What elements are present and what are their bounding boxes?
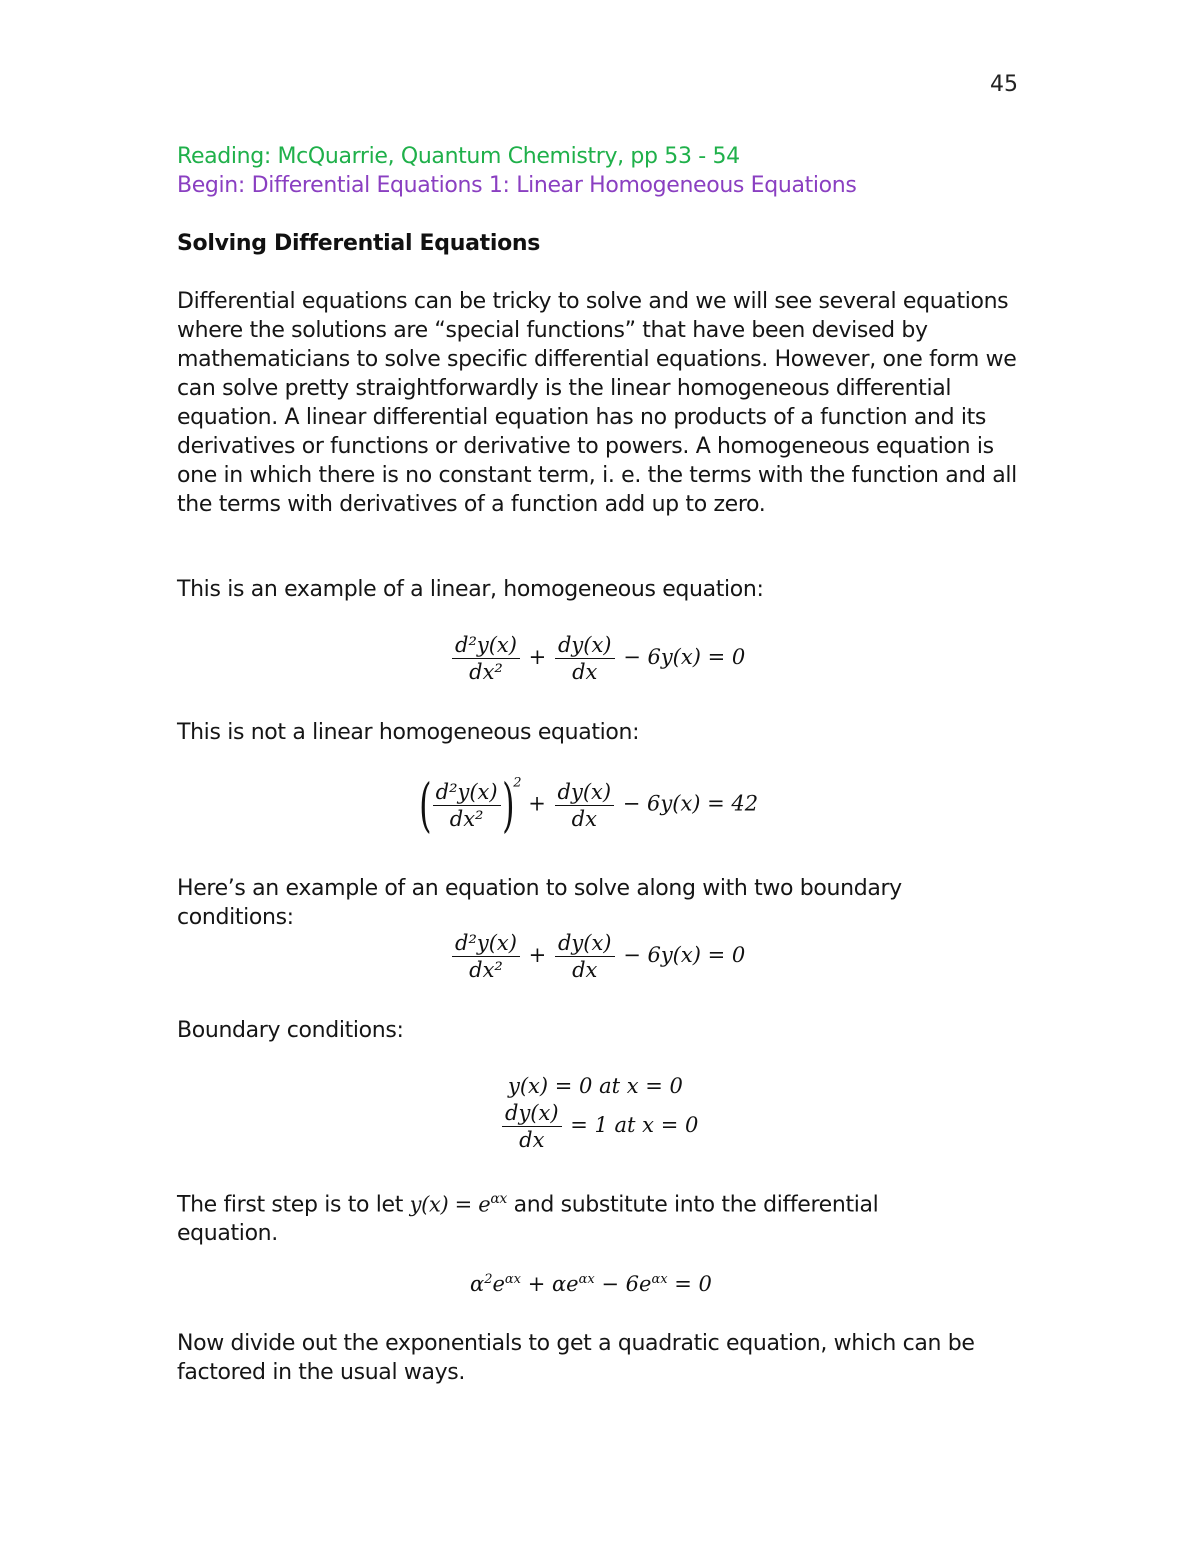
not-example-intro: This is not a linear homogeneous equation: xyxy=(177,720,640,745)
boundary-condition-1: y(x) = 0 at x = 0 xyxy=(508,1074,683,1098)
characteristic-equation: $\alpha^2e^{\alpha x} + \alpha e^{\alpha x} - 6e^{\alpha x} = 0$ xyxy=(470,1272,712,1296)
first-derivative-fraction: $\frac{dy(x)}{dx}$ xyxy=(555,632,615,685)
first-derivative-fraction: $\frac{dy(x)}{dx}$ xyxy=(502,1100,562,1153)
reading-prefix: Reading: McQuarrie, xyxy=(177,144,401,169)
begin-line: Begin: Differential Equations 1: Linear Homogeneous Equations xyxy=(177,173,857,198)
first-derivative-fraction: $\frac{dy(x)}{dx}$ xyxy=(555,930,615,983)
first-step-paragraph: The first step is to let $y(x) = e^{\alpha x}$ and substitute into the differential equation. xyxy=(177,1191,879,1247)
boundary-intro: Here’s an example of an equation to solve along with two boundary conditions: xyxy=(177,876,902,930)
boundary-label: Boundary conditions: xyxy=(177,1018,404,1043)
second-derivative-fraction: $\frac{\text{d²y(x)}}{\text{dx²}}$ xyxy=(452,930,520,983)
equation-nonlinear: ( $\frac{\text{d²y(x)}}{\text{dx²}}$ )$^2$ + $\frac{dy(x)}{dx}$ − 6y(x) = 42 xyxy=(419,771,759,839)
first-derivative-fraction: $\frac{dy(x)}{dx}$ xyxy=(555,779,615,832)
reading-line xyxy=(177,142,1037,171)
second-derivative-fraction: $\frac{\text{d²y(x)}}{\text{dx²}}$ xyxy=(452,632,520,685)
equation-linear-homogeneous: $\frac{\text{d²y(x)}}{\text{dx²}}$ + $\frac{dy(x)}{dx}$ − 6y(x) = 0 xyxy=(450,632,745,685)
example-intro: This is an example of a linear, homogeneous equation: xyxy=(177,577,764,602)
equation-to-solve: $\frac{\text{d²y(x)}}{\text{dx²}}$ + $\frac{dy(x)}{dx}$ − 6y(x) = 0 xyxy=(450,930,745,983)
second-derivative-fraction: $\frac{\text{d²y(x)}}{\text{dx²}}$ xyxy=(433,779,501,832)
reading-suffix: , pp 53 - 54 xyxy=(617,144,740,169)
intro-paragraph: Differential equations can be tricky to solve and we will see several equations where the solutions are “special functions” that have been devised by mathematicians to solve specific differential equations. However, one form we can solve pretty straightforwardly is the linear homogeneous differential equation. A linear differential equation has no products of a function and its derivatives or functions or derivative to powers. A homogeneous equation is one in which there is no constant term, i. e. the terms with the function and all the terms with derivatives of a function add up to zero. xyxy=(177,289,1017,517)
closing-paragraph: Now divide out the exponentials to get a quadratic equation, which can be factored in the usual ways. xyxy=(177,1331,975,1385)
boundary-condition-2: $\frac{dy(x)}{dx}$ = 1 at x = 0 xyxy=(500,1100,698,1153)
page-number: 45 xyxy=(990,72,1018,97)
reading-title-link[interactable]: Quantum Chemistry xyxy=(400,144,618,169)
section-heading: Solving Differential Equations xyxy=(177,231,541,256)
